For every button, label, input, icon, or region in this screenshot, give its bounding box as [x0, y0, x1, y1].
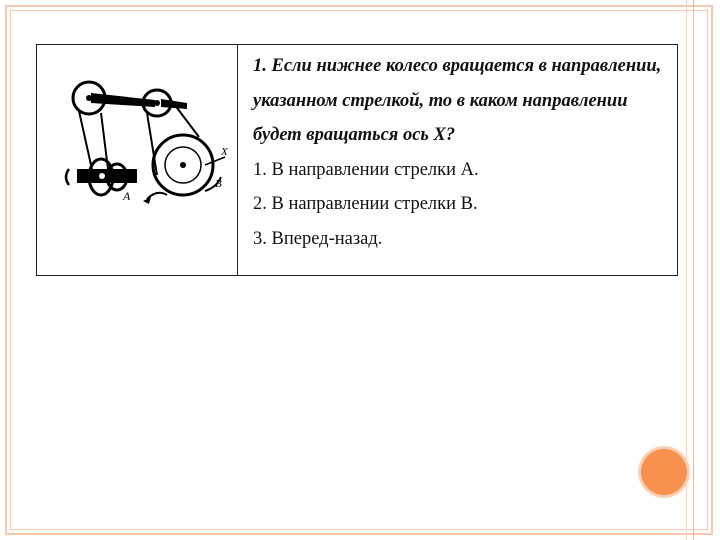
- arrow-a-label: A: [123, 189, 131, 203]
- table-column-divider: [237, 45, 238, 275]
- axis-x-label: X: [221, 146, 228, 158]
- decorative-vertical-line-secondary: [686, 0, 687, 540]
- option-3: 3. Вперед-назад.: [253, 228, 383, 249]
- question-cell: [253, 49, 678, 256]
- option-2: 2. В направлении стрелки В.: [253, 194, 478, 214]
- option-1: 1. В направлении стрелки А.: [253, 159, 479, 180]
- question-table: [36, 44, 678, 276]
- question-text: 1. Если нижнее колесо вращается в направлении, указанном стрелкой, то в каком направлении будет вращаться ось X?: [253, 56, 662, 145]
- decorative-vertical-line: [693, 0, 694, 540]
- arrow-b-label: B: [215, 178, 222, 190]
- belt-drive-diagram: [57, 65, 227, 210]
- decorative-orange-circle: [641, 449, 687, 495]
